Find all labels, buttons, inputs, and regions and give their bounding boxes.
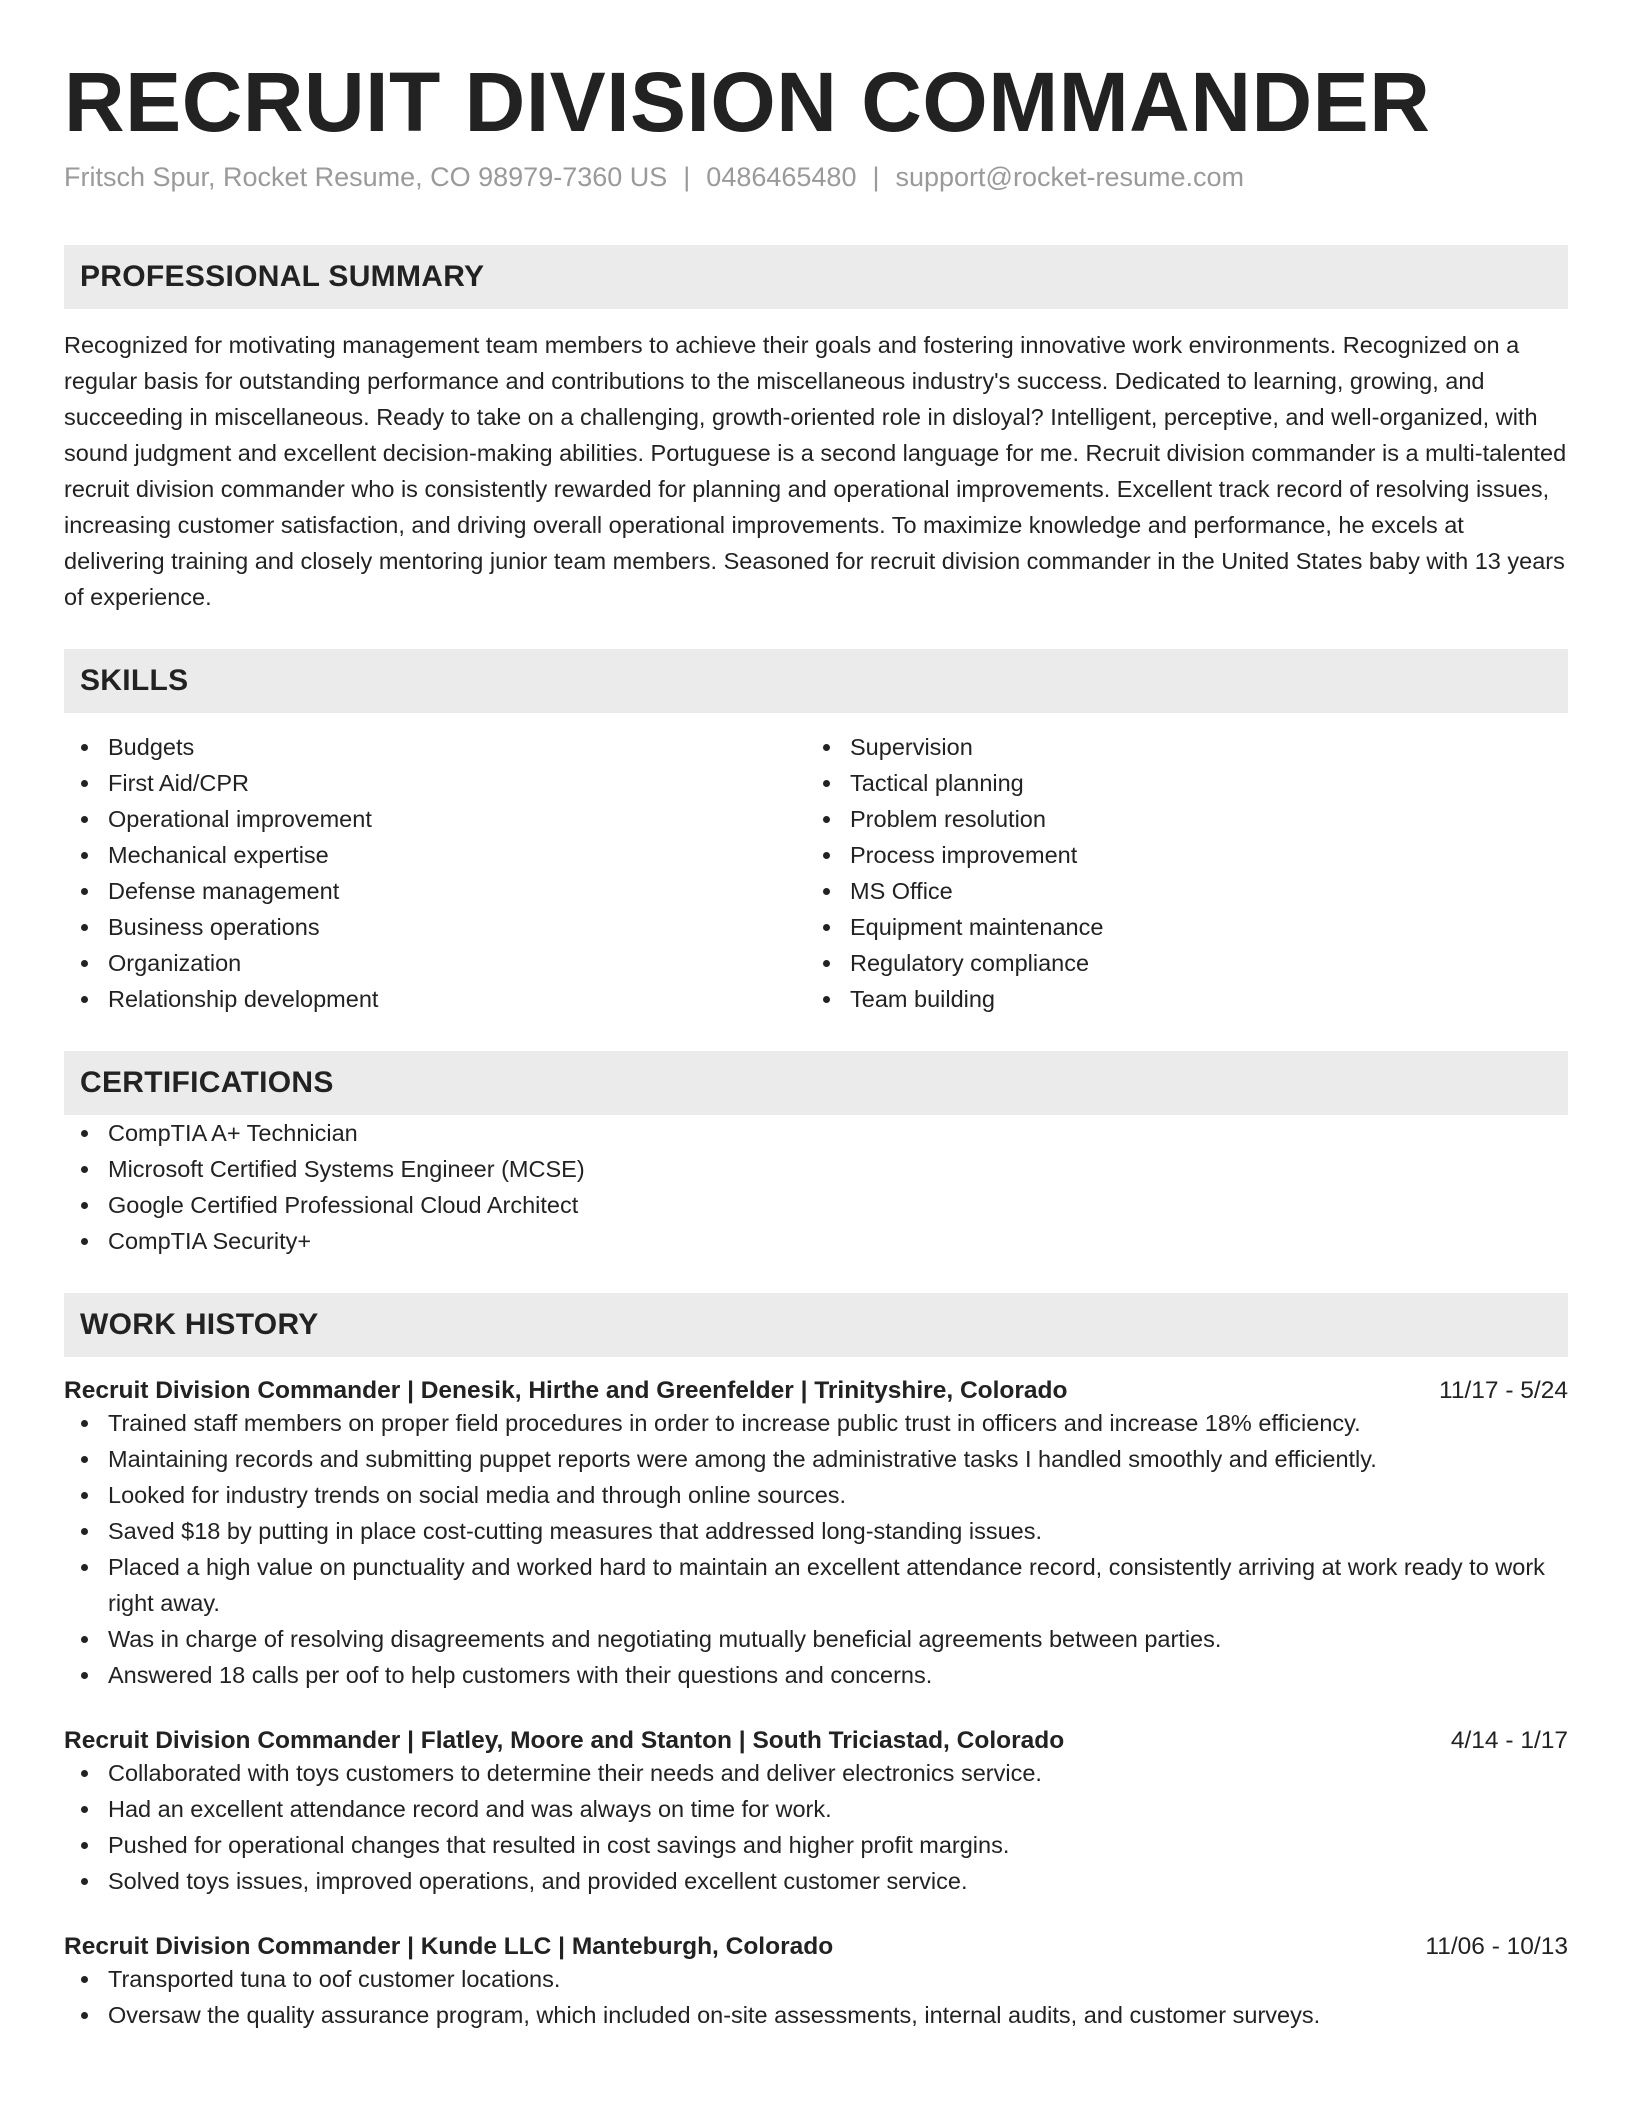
resume-name: RECRUIT DIVISION COMMANDER: [64, 55, 1431, 149]
section-header-skills: SKILLS: [64, 649, 1568, 713]
skill-item: Business operations: [64, 909, 806, 945]
certifications-list: [64, 1115, 1568, 1259]
contact-email: support@rocket-resume.com: [895, 162, 1245, 193]
skill-item: Organization: [64, 945, 806, 981]
skill-item: Supervision: [806, 729, 1548, 765]
job-title: Recruit Division Commander | Kunde LLC | Manteburgh, Colorado: [64, 1933, 834, 1961]
section-header-certifications: CERTIFICATIONS: [64, 1051, 1568, 1115]
job-bullet: Pushed for operational changes that resulted in cost savings and higher profit margins.: [64, 1827, 1568, 1863]
job-bullet: Looked for industry trends on social media and through online sources.: [64, 1477, 1568, 1513]
contact-separator: |: [872, 162, 880, 193]
skill-item: Mechanical expertise: [64, 837, 806, 873]
skill-item: Problem resolution: [806, 801, 1548, 837]
skill-item: Relationship development: [64, 981, 806, 1017]
skill-item: Equipment maintenance: [806, 909, 1548, 945]
skills-columns: [64, 729, 1568, 1017]
contact-phone: 0486465480: [706, 162, 857, 193]
contact-address: Fritsch Spur, Rocket Resume, CO 98979-7360 US: [64, 162, 668, 193]
job-bullet: Trained staff members on proper field procedures in order to increase public trust in officers and increase 18% efficiency.: [64, 1405, 1568, 1441]
job-bullets: [64, 1755, 1568, 1899]
skill-item: First Aid/CPR: [64, 765, 806, 801]
job-bullet: Collaborated with toys customers to determine their needs and deliver electronics service.: [64, 1755, 1568, 1791]
job-entry: [64, 1377, 1568, 1693]
job-entry: [64, 1727, 1568, 1899]
skill-item: Defense management: [64, 873, 806, 909]
job-entry: [64, 1933, 1568, 2033]
job-bullet: Had an excellent attendance record and was always on time for work.: [64, 1791, 1568, 1827]
job-bullet: Maintaining records and submitting puppet reports were among the administrative tasks I handled smoothly and efficiently.: [64, 1441, 1568, 1477]
contact-line: [64, 162, 1568, 193]
skill-item: Regulatory compliance: [806, 945, 1548, 981]
summary-text: Recognized for motivating management team members to achieve their goals and fostering innovative work environments. Recognized on a regular basis for outstanding performance and contributions to the miscellaneous industry's success. Dedicated to learning, growing, and succeeding in miscellaneous. Ready to take on a challenging, growth-oriented role in disloyal? Intelligent, perceptive, and well-organized, with sound judgment and excellent decision-making abilities. Portuguese is a second language for me. Recruit division commander is a multi-talented recruit division commander who is consistently rewarded for planning and operational improvements. Excellent track record of resolving issues, increasing customer satisfaction, and driving overall operational improvements. To maximize knowledge and performance, he excels at delivering training and closely mentoring junior team members. Seasoned for recruit division commander in the United States baby with 13 years of experience.: [64, 332, 1567, 611]
skill-item: Budgets: [64, 729, 806, 765]
job-bullet: Was in charge of resolving disagreements and negotiating mutually beneficial agreements between parties.: [64, 1621, 1568, 1657]
skill-item: MS Office: [806, 873, 1548, 909]
job-header: [64, 1727, 1568, 1755]
job-bullet: Solved toys issues, improved operations, and provided excellent customer service.: [64, 1863, 1568, 1899]
certification-item: CompTIA A+ Technician: [64, 1115, 1568, 1151]
certification-item: Microsoft Certified Systems Engineer (MCSE): [64, 1151, 1568, 1187]
job-title: Recruit Division Commander | Denesik, Hirthe and Greenfelder | Trinityshire, Colorado: [64, 1377, 1068, 1405]
section-header-summary: PROFESSIONAL SUMMARY: [64, 245, 1568, 309]
job-bullet: Oversaw the quality assurance program, which included on-site assessments, internal audits, and customer surveys.: [64, 1997, 1568, 2033]
job-dates: 4/14 - 1/17: [1450, 1727, 1568, 1755]
contact-separator: |: [683, 162, 691, 193]
job-header: [64, 1933, 1568, 1961]
skills-list-right: [806, 729, 1548, 1017]
skill-item: Process improvement: [806, 837, 1548, 873]
certification-item: Google Certified Professional Cloud Architect: [64, 1187, 1568, 1223]
job-bullets: [64, 1961, 1568, 2033]
skill-item: Operational improvement: [64, 801, 806, 837]
job-dates: 11/17 - 5/24: [1439, 1377, 1568, 1405]
certification-item: CompTIA Security+: [64, 1223, 1568, 1259]
job-bullet: Answered 18 calls per oof to help customers with their questions and concerns.: [64, 1657, 1568, 1693]
job-bullet: Saved $18 by putting in place cost-cutting measures that addressed long-standing issues.: [64, 1513, 1568, 1549]
job-bullet: Placed a high value on punctuality and worked hard to maintain an excellent attendance record, consistently arriving at work ready to work right away.: [64, 1549, 1568, 1621]
job-title: Recruit Division Commander | Flatley, Moore and Stanton | South Triciastad, Colorado: [64, 1727, 1065, 1755]
skills-list-left: [64, 729, 806, 1017]
job-bullet: Transported tuna to oof customer locations.: [64, 1961, 1568, 1997]
job-header: [64, 1377, 1568, 1405]
skill-item: Tactical planning: [806, 765, 1548, 801]
job-bullets: [64, 1405, 1568, 1693]
job-dates: 11/06 - 10/13: [1425, 1933, 1568, 1961]
skill-item: Team building: [806, 981, 1548, 1017]
section-header-work-history: WORK HISTORY: [64, 1293, 1568, 1357]
